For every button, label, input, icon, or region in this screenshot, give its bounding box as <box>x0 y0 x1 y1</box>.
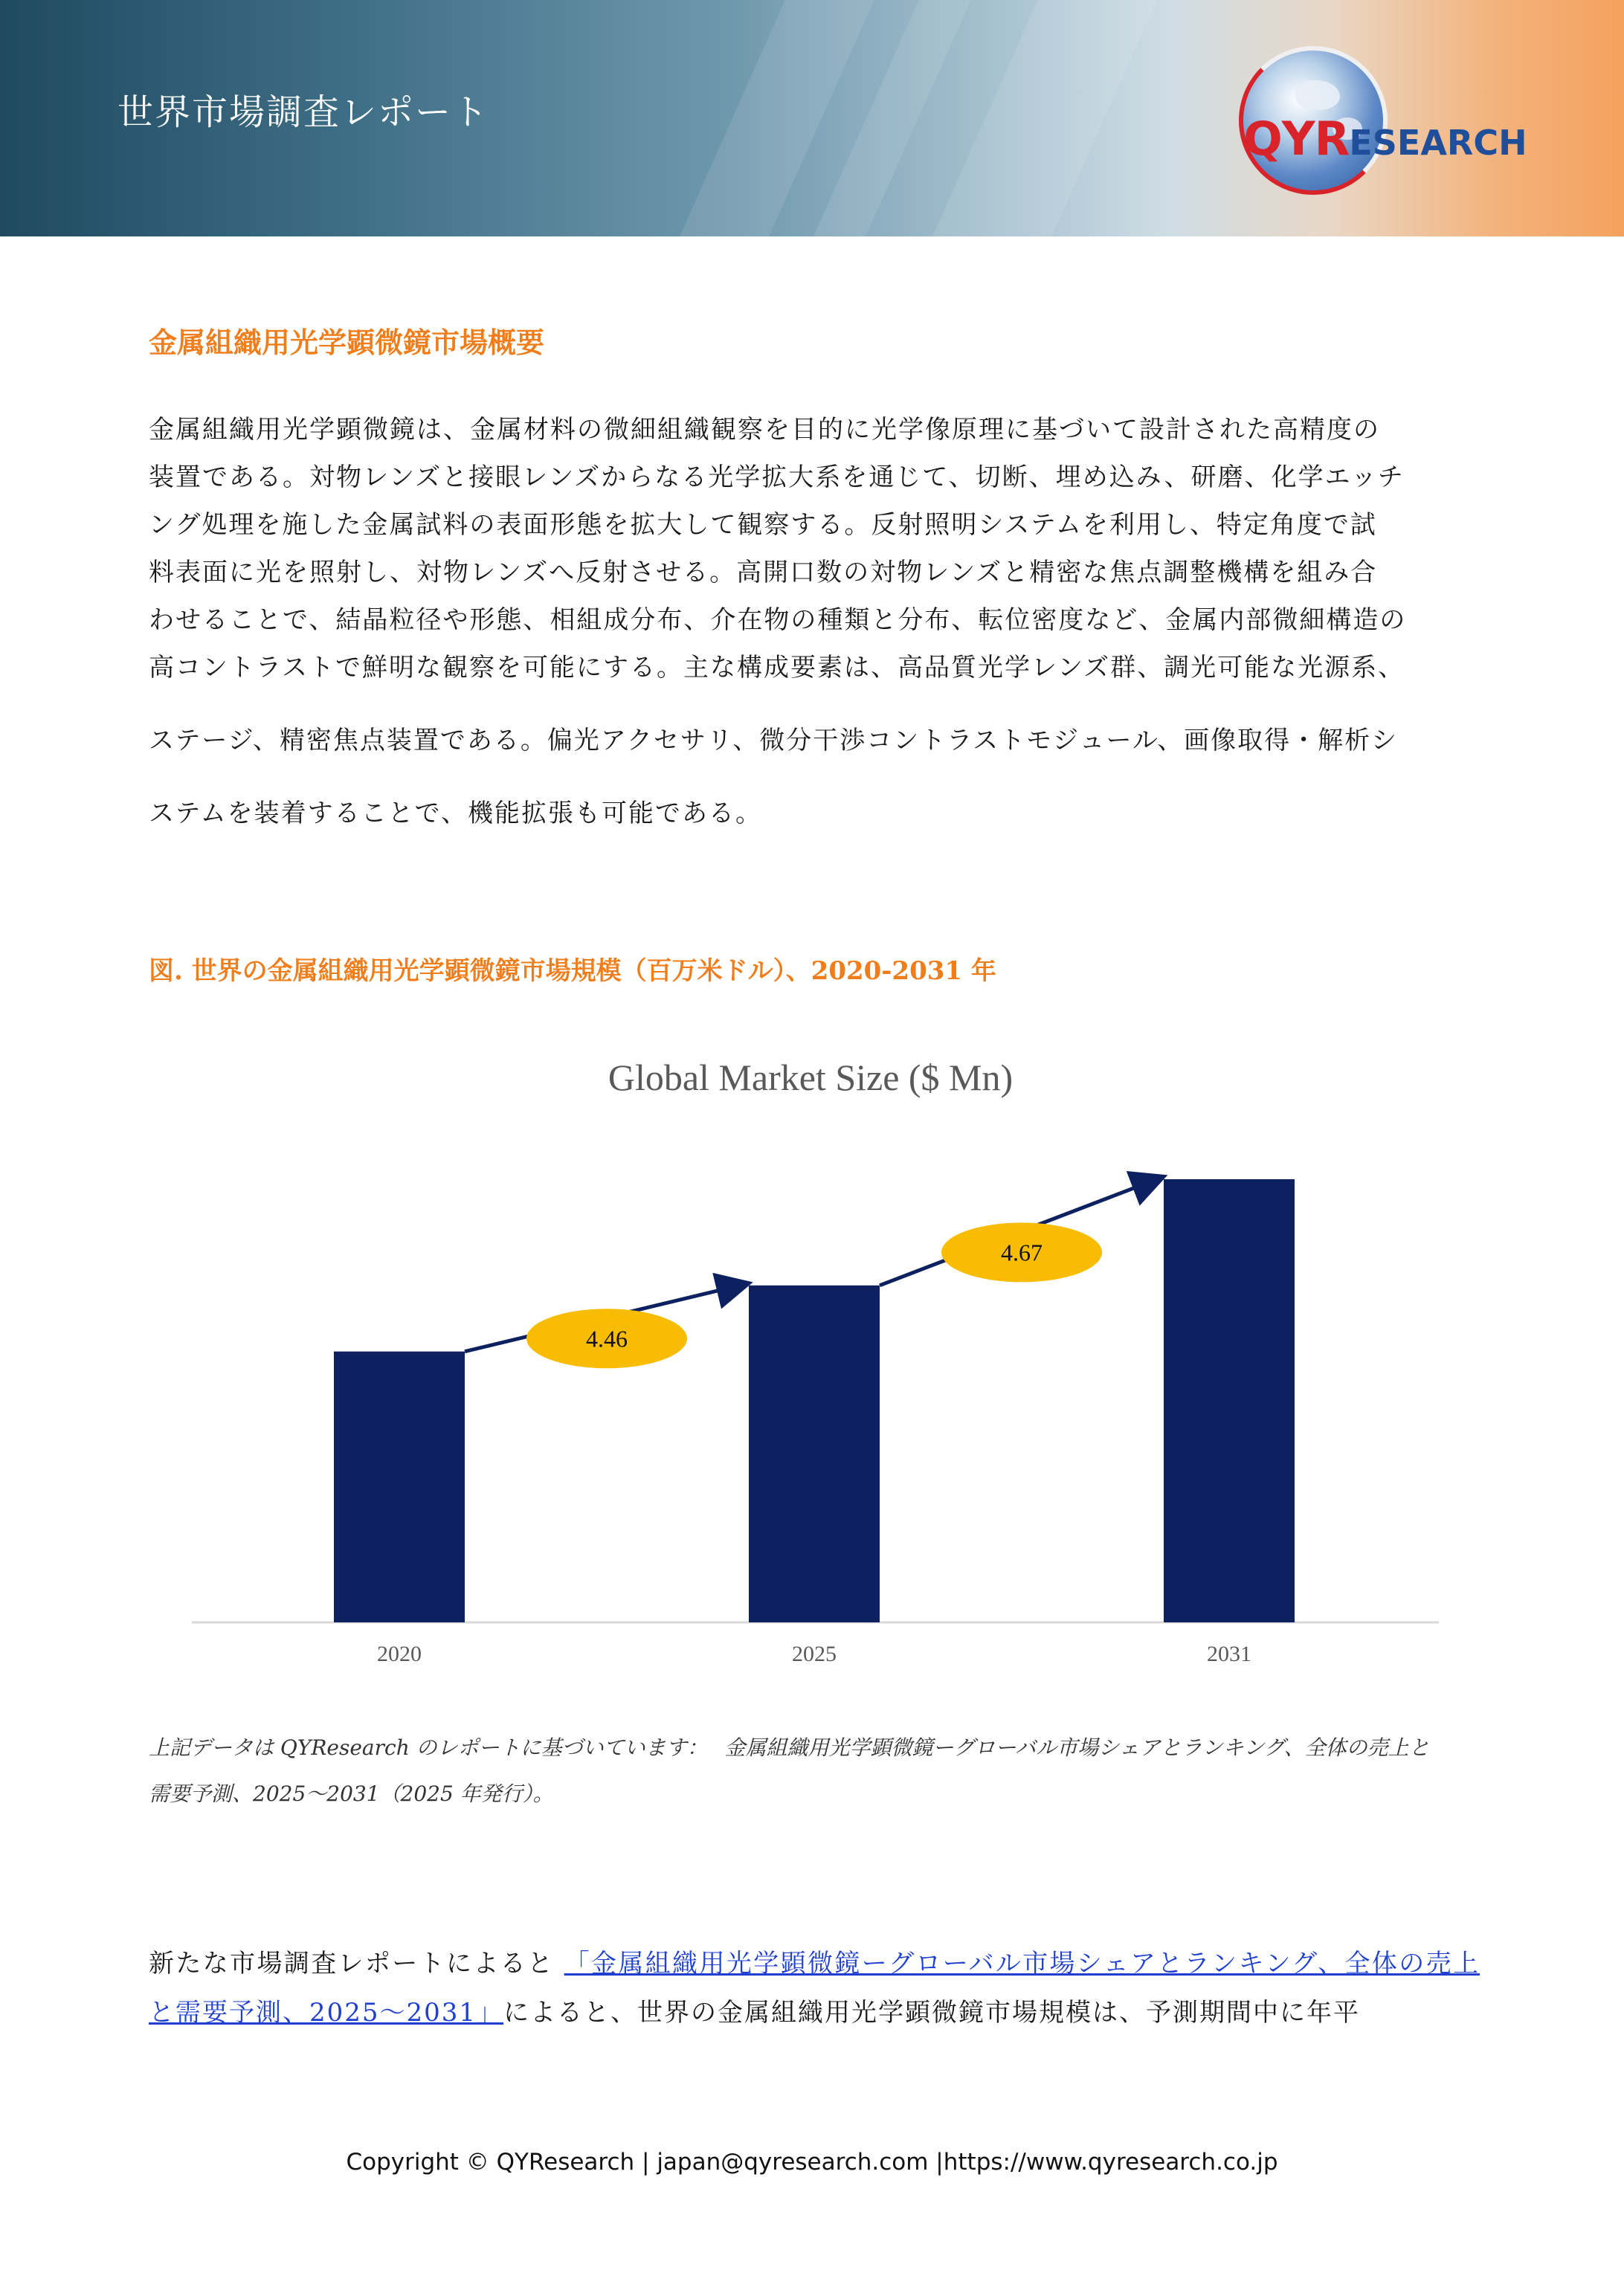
footer-copyright: Copyright © QYResearch | japan@qyresearch.com |https://www.qyresearch.co.jp <box>346 2149 1278 2176</box>
header-banner <box>0 0 1624 236</box>
paragraph-line: 装置である。対物レンズと接眼レンズからなる光学拡大系を通じて、切断、埋め込み、研磨、化学エッチ <box>149 462 1405 492</box>
chart-bar <box>1164 1179 1295 1622</box>
paragraph-line: 高コントラストで鮮明な観察を可能にする。主な構成要素は、高品質光学レンズ群、調光可能な光源系、 <box>149 653 1405 683</box>
market-size-chart <box>149 1041 1487 1680</box>
source-note <box>149 1725 1480 1817</box>
intro-paragraph <box>149 1939 1480 2037</box>
paragraph-line: 金属組織用光学顕微鏡は、金属材料の微細組織観察を目的に光学像原理に基づいて設計された高精度の <box>149 415 1380 445</box>
chart-title: Global Market Size ($ Mn) <box>608 1057 1014 1098</box>
paragraph-line: ステムを装着することで、機能拡張も可能である。 <box>149 799 762 828</box>
chart-bar <box>749 1286 880 1622</box>
chart-plot <box>149 1041 1487 1680</box>
intro-suffix: によると、世界の金属組織用光学顕微鏡市場規模は、予測期間中に年平 <box>503 1998 1361 2028</box>
x-tick-label: 2025 <box>792 1642 837 1666</box>
growth-label: 4.46 <box>586 1325 628 1352</box>
x-tick-label: 2020 <box>377 1642 422 1666</box>
source-note-line: 需要予測、2025～2031（2025 年発行）。 <box>149 1781 554 1806</box>
qyresearch-logo <box>1234 43 1562 192</box>
overview-paragraph <box>149 406 1480 867</box>
intro-prefix: 新たな市場調査レポートによると <box>149 1949 564 1979</box>
x-tick-label: 2031 <box>1207 1642 1251 1666</box>
logo-wordmark: QYRESEARCH <box>1243 112 1527 166</box>
paragraph-line: 料表面に光を照射し、対物レンズへ反射させる。高開口数の対物レンズと精密な焦点調整機構を組み合 <box>149 558 1378 587</box>
paragraph-line: わせることで、結晶粒径や形態、相組成分布、介在物の種類と分布、転位密度など、金属内部微細構造の <box>149 605 1407 635</box>
figure-caption: 図. 世界の金属組織用光学顕微鏡市場規模（百万米ドル）、2020-2031 年 <box>149 956 996 986</box>
paragraph-line: ング処理を施した金属試料の表面形態を拡大して観察する。反射照明システムを利用し、特定角度で試 <box>149 510 1377 540</box>
chart-bar <box>334 1352 465 1622</box>
source-note-line: 上記データは QYResearch のレポートに基づいています： 金属組織用光学顕微鏡ーグローバル市場シェアとランキング、全体の売上と <box>149 1735 1430 1760</box>
report-link[interactable]: 「金属組織用光学顕微鏡ーグローバル市場シェアとランキング、全体の売上と需要予測、2025～2031」 <box>149 1949 1480 2028</box>
header-title: 世界市場調査レポート <box>117 91 490 133</box>
paragraph-line: ステージ、精密焦点装置である。偏光アクセサリ、微分干渉コントラストモジュール、画像取得・解析シ <box>149 726 1399 755</box>
growth-label: 4.67 <box>1001 1239 1043 1266</box>
section-heading: 金属組織用光学顕微鏡市場概要 <box>149 326 545 359</box>
